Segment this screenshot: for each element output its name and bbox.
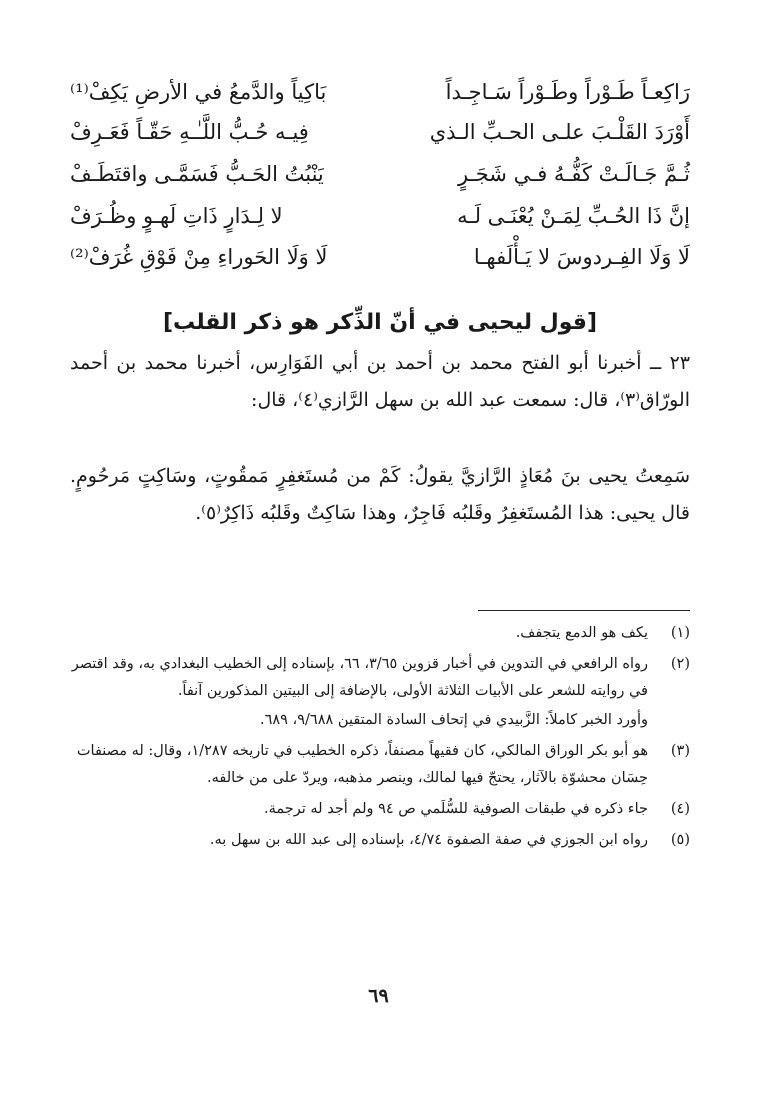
verse-2-second-hemistich: فِيـه حُـبُّ اللَّـٰـهِ حَقّـاً فَعَـرِفْ <box>70 120 309 144</box>
verse-line-3 <box>70 155 690 193</box>
verse-line-4 <box>70 197 690 235</box>
footnote-2 <box>70 651 690 705</box>
verse-3-first-hemistich: ثُـمَّ جَـالَـتْ كَفُّـهُ فـي شَجَـرٍ <box>458 162 690 186</box>
footnote-3-text: هو أبو بكر الوراق المالكي، كان فقيهاً مصنفاً، ذكره الخطيب في تاريخه ١/٢٨٧، وقال: له مصنفات حِسَان محشوّة بالآثار، يحتجّ فيها لمالك، وينصر مذهبه، ويردّ على من خالفه. <box>76 743 648 786</box>
verse-line-1 <box>70 73 690 111</box>
verse-4-second-hemistich: لا لِـدَارٍ ذَاتِ لَهـوٍ وظُـرَفْ <box>70 204 283 228</box>
footnotes <box>70 620 690 858</box>
footnote-2-text: رواه الرافعي في التدوين في أخبار قزوين ٣/٦٥، ٦٦، بإسناده إلى الخطيب البغدادي به، وقد اقتصر في روايته للشعر على الأبيات الثلاثة الأولى، بالإضافة إلى البيتين المذكورين آنفاً. <box>71 656 648 699</box>
quote-paragraph: سَمِعتُ يحيى بنَ مُعَاذٍ الرَّازيَّ يقولُ: كَمْ من مُستَغفِرٍ مَمقُوتٍ، وسَاكِتٍ مَرحُومٍ. قال يحيى: هذا المُستَغفِرُ وقَلبُه فَاجِرٌ، وهذا سَاكِتٌ وقَلبُه ذَاكِرٌ⁽٥⁾. <box>70 465 690 524</box>
verse-line-5 <box>70 238 690 276</box>
footnote-separator <box>478 610 690 611</box>
footnote-2-continuation: وأورد الخبر كاملاً: الزَّبيدي في إتحاف السادة المتقين ٩/٦٨٨، ٦٨٩. <box>259 712 648 728</box>
footnote-5 <box>70 827 690 854</box>
footnote-3 <box>70 738 690 792</box>
verse-4-first-hemistich: إنَّ ذَا الحُـبِّ لِمَـنْ يُعْنَـى لَـه <box>457 204 690 228</box>
footnote-5-number: (٥) <box>670 832 690 848</box>
footnote-4-number: (٤) <box>670 801 690 817</box>
verse-line-2 <box>70 113 690 151</box>
footnote-2-number: (٢) <box>670 656 690 672</box>
footnote-4 <box>70 796 690 823</box>
footnote-3-number: (٣) <box>670 743 690 759</box>
verse-5-second-hemistich: لَا وَلَا الحَوراءِ مِنْ فَوْقِ غُرَفْ⁽²⁾ <box>70 245 328 269</box>
verse-1-first-hemistich: رَاكِعـاً طَـوْراً وطَـوْراً سَـاجِـداً <box>445 80 690 104</box>
verse-5-first-hemistich: لَا وَلَا الفِـردوسَ لا يَـأْلَفهـا <box>473 245 690 269</box>
footnote-1-text: يكف هو الدمع يتجفف. <box>515 625 648 641</box>
narration-paragraph: ٢٣ ــ أخبرنا أبو الفتح محمد بن أحمد بن أبي الفَوَارِس، أخبرنا محمد بن أحمد الورّاق⁽٣⁾، قال: سمعت عبد الله بن سهل الرَّازي⁽٤⁾، قال: <box>70 352 690 411</box>
page-number: ٦٩ <box>368 985 389 1007</box>
verse-1-second-hemistich: بَاكِياً والدَّمعُ في الأرضِ يَكِفْ⁽¹⁾ <box>70 80 327 104</box>
footnote-1 <box>70 620 690 647</box>
section-heading: [قول ليحيى في أنّ الذِّكر هو ذكر القلب] <box>162 310 598 335</box>
verse-2-first-hemistich: أَوْرَدَ القَلْـبَ علـى الحـبِّ الـذي <box>429 120 690 144</box>
verse-3-second-hemistich: يَنْبُتُ الحَـبُّ فَسَمَّـى واقتَطَـفْ <box>70 162 324 186</box>
footnote-5-text: رواه ابن الجوزي في صفة الصفوة ٤/٧٤، بإسناده إلى عبد الله بن سهل به. <box>209 832 648 848</box>
footnote-4-text: جاء ذكره في طبقات الصوفية للسُّلَمي ص ٩٤ ولم أجد له ترجمة. <box>264 801 648 817</box>
footnote-1-number: (١) <box>670 625 690 641</box>
